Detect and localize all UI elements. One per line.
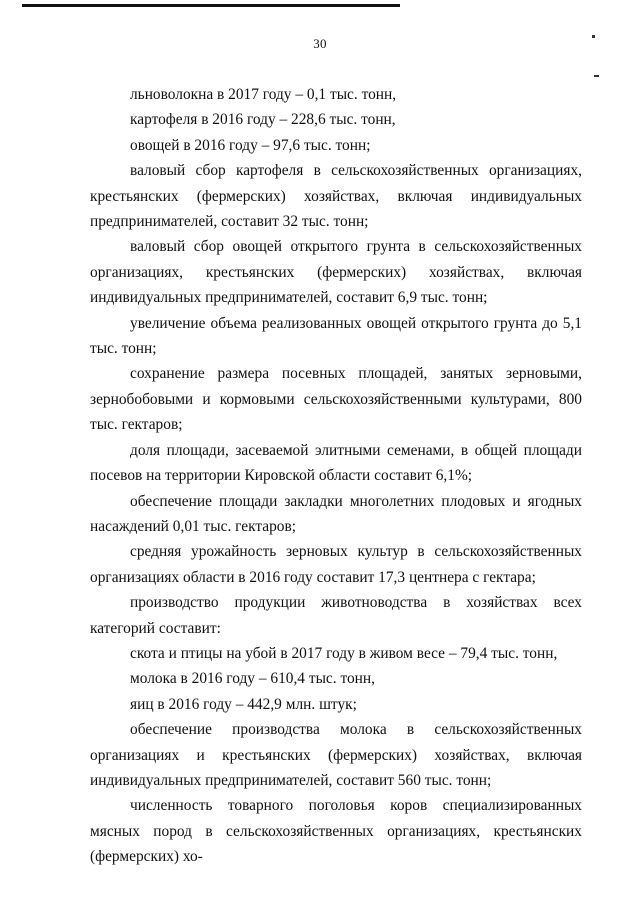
paragraph: обеспечение площади закладки многолетних плодовых и ягодных насаждений 0,01 тыс. гектаров;: [90, 492, 582, 535]
top-border-line: [22, 4, 400, 7]
paragraph: валовый сбор овощей открытого грунта в сельскохозяйственных организациях, крестьянских (фермерских) хозяйствах, включая индивидуальных предпринимателей, составит 6,9 тыс. тонн;: [90, 238, 582, 307]
paragraph: валовый сбор картофеля в сельскохозяйственных организациях, крестьянских (фермерских) хозяйствах, включая индивидуальных предпринимателей, составит 32 тыс. тонн;: [90, 162, 582, 231]
paragraph: молока в 2016 году – 610,4 тыс. тонн,: [130, 670, 375, 688]
scan-dash: [594, 75, 599, 77]
paragraph: средняя урожайность зерновых культур в сельскохозяйственных организациях области в 2016 году составит 17,3 центнера с гектара;: [90, 543, 582, 586]
paragraph: производство продукции животноводства в хозяйствах всех категорий составит:: [90, 594, 582, 637]
paragraph: обеспечение производства молока в сельскохозяйственных организациях и крестьянских (фермерских) хозяйствах, включая индивидуальных предпринимателей, составит 560 тыс. тонн;: [90, 721, 582, 789]
paragraph: увеличение объема реализованных овощей открытого грунта до 5,1 тыс. тонн;: [90, 314, 582, 358]
paragraph: яиц в 2016 году – 442,9 млн. штук;: [130, 695, 357, 713]
page-number: 30: [313, 36, 327, 51]
paragraph: сохранение размера посевных площадей, занятых зерновыми, зернобобовыми и кормовыми сельскохозяйственными культурами, 800 тыс. гектаров;: [90, 365, 582, 434]
paragraph: картофеля в 2016 году – 228,6 тыс. тонн,: [130, 111, 396, 129]
paragraph: скота и птицы на убой в 2017 году в живом весе – 79,4 тыс. тонн,: [130, 644, 558, 662]
paragraph: льноволокна в 2017 году – 0,1 тыс. тонн,: [130, 86, 397, 103]
paragraph: овощей в 2016 году – 97,6 тыс. тонн;: [130, 136, 371, 154]
scan-speck: [592, 35, 595, 38]
document-body: [90, 82, 582, 870]
paragraph: численность товарного поголовья коров специализированных мясных пород в сельскохозяйственных организациях, крестьянских (фермерских) хо-: [90, 797, 582, 866]
paragraph: доля площади, засеваемой элитными семенами, в общей площади посевов на территории Кировской области составит 6,1%;: [90, 441, 582, 485]
